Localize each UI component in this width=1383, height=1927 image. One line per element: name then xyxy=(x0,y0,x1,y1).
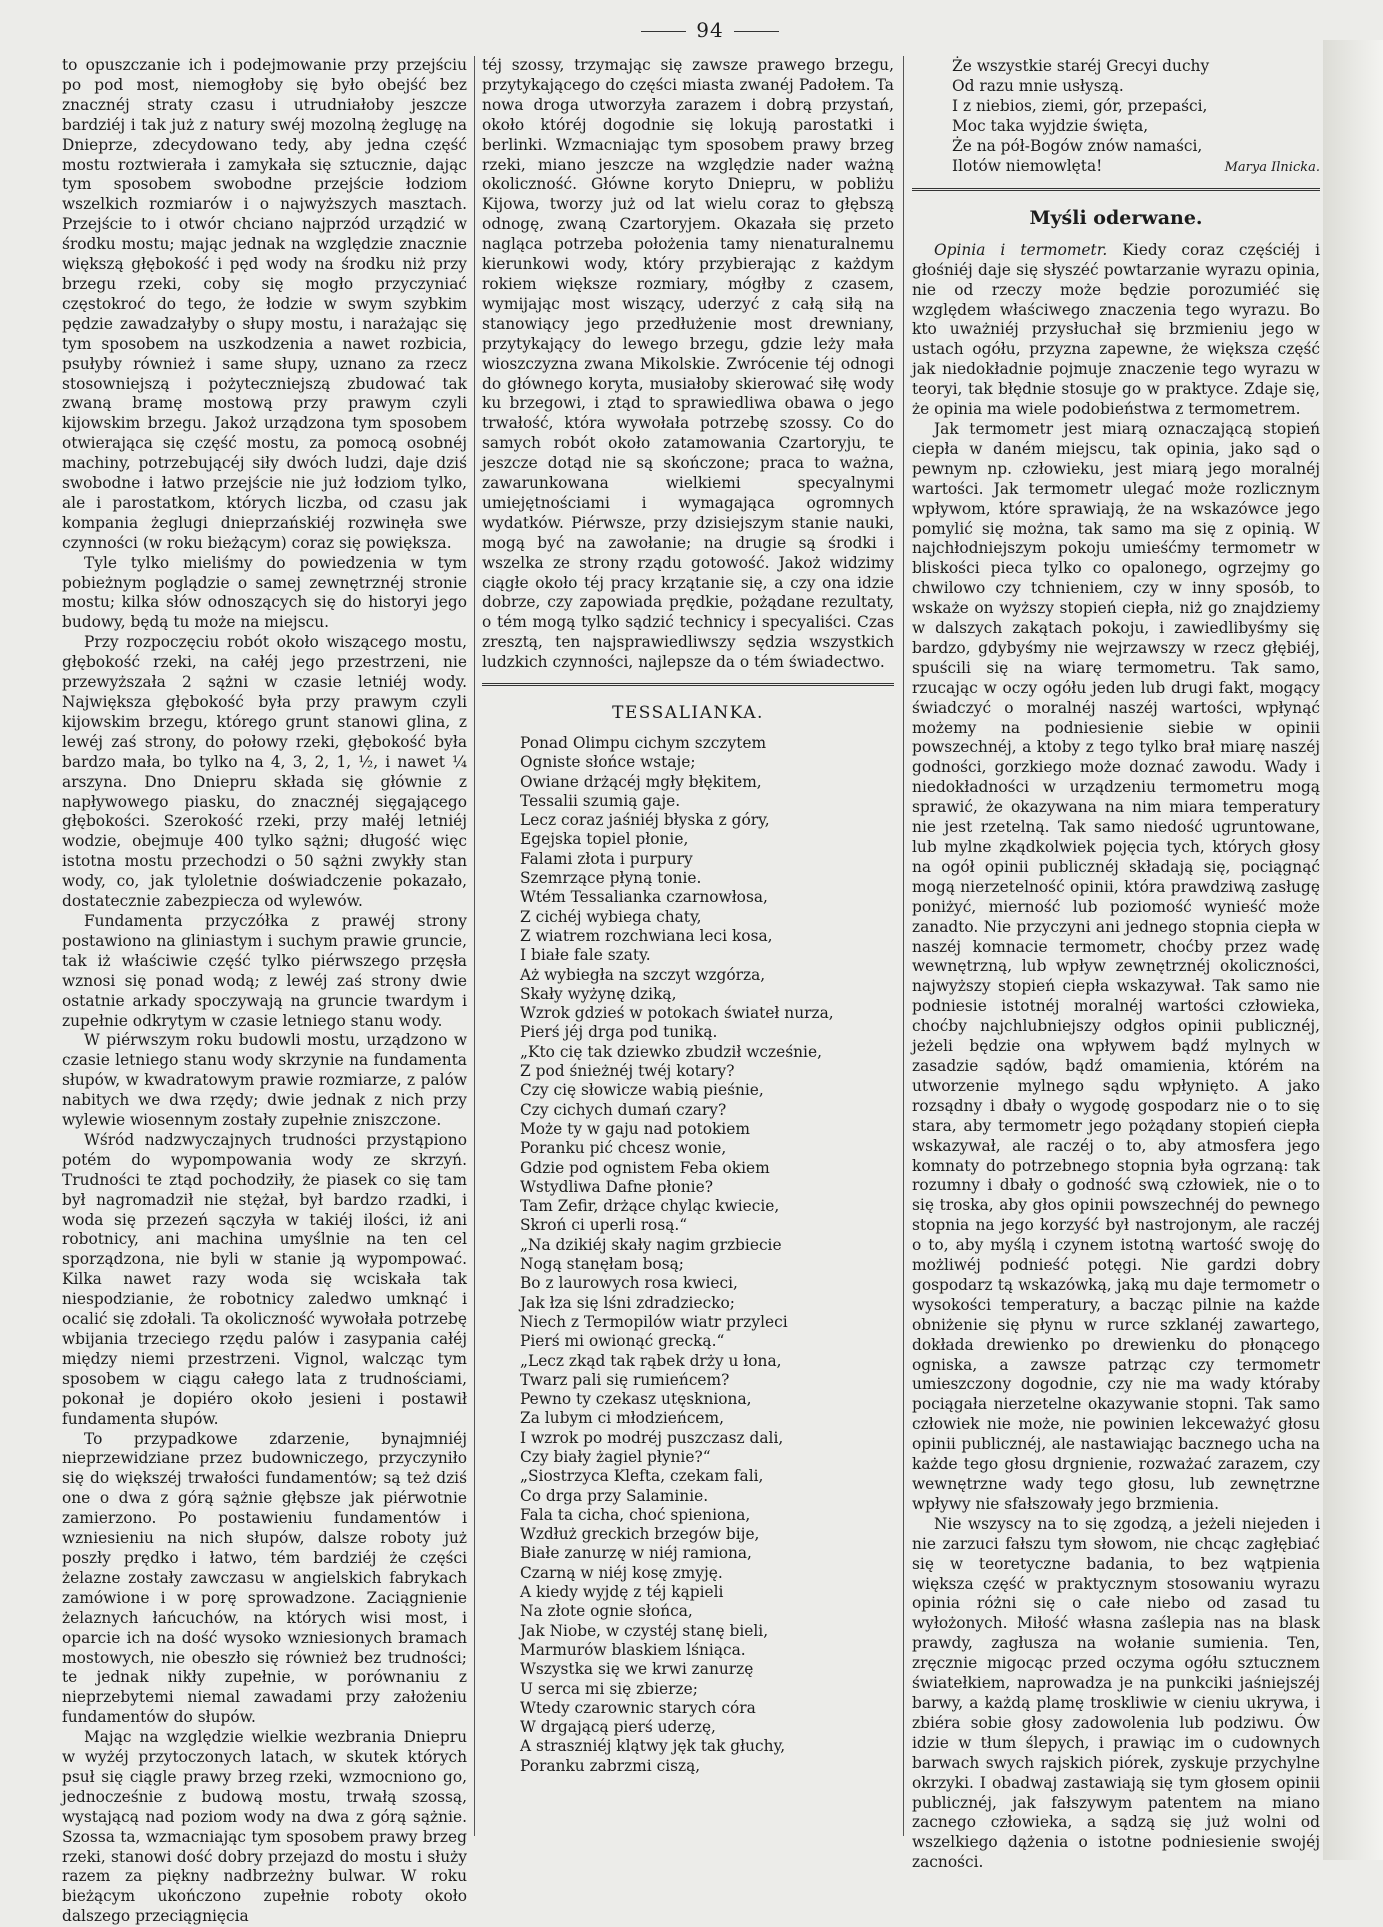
poem-signature: Marya Ilnicka. xyxy=(1224,160,1320,175)
poem-line: Moc taka wyjdzie święta, xyxy=(952,117,1149,135)
poem-line: Nogą stanęłam bosą; xyxy=(520,1255,684,1274)
paragraph: Fundamenta przyczółka z prawéj strony postawiono na gliniastym i suchym prawie gruncie, tak iż właściwie część tylko piérwszego przęsła wznosi się ponad wodą; z lewéj zaś strony dwie ostatnie arkady spoczywają na gruncie twardym i zupełnie odkrytym w czasie letniego stanu wody. xyxy=(62,911,467,1030)
column-divider xyxy=(474,56,475,1836)
poem-line: Aż wybiegła na szczyt wzgórza, xyxy=(520,965,766,984)
paragraph-lead: Opinia i termometr. xyxy=(934,240,1108,259)
poem-line: „Na dzikiéj skały nagim grzbiecie xyxy=(520,1235,782,1254)
poem-line: Marmurów blaskiem lśniąca. xyxy=(520,1640,746,1659)
poem-line: Wzdłuż greckich brzegów bije, xyxy=(520,1525,760,1544)
poem-line: Że wszystkie staréj Grecyi duchy xyxy=(952,57,1210,75)
poem-line: Fala ta cicha, choć spieniona, xyxy=(520,1505,751,1524)
column-divider xyxy=(903,56,904,1836)
poem-line: „Lecz zkąd tak rąbek drży u łona, xyxy=(520,1351,782,1370)
poem-line: Bo z laurowych rosa kwieci, xyxy=(520,1274,738,1293)
poem-line: Pierś jéj drga pod tuniką. xyxy=(520,1023,718,1042)
poem-line: Falami złota i purpury xyxy=(520,849,693,868)
poem-line: Jak łza się lśni zdradziecko; xyxy=(520,1293,735,1312)
paragraph: téj szossy, trzymając się zawsze prawego brzegu, przytykającego do części miasta zwanéj Padołem. Ta nowa droga utworzyła zarazem i dobrą przystań, około któréj dogodnie się lokują parostatki i berlinki. Wzmacniając tym sposobem prawy brzeg rzeki, miano jeszcze na względzie nader ważną okoliczność. Główne koryto Dniepru, w pobliżu Kijowa, tworzy już od lat wielu coraz to głębszą odnogę, zwaną Czartoryjem. Okazała się przeto nagląca potrzeba położenia tamy nienaturalnemu kierunkowi wody, który przybierając z każdym rokiem większe rozmiary, mógłby z czasem, wymijając most wiszący, uderzyć z całą siłą na stanowiący jego przedłużenie most drewniany, przytykający do lewego brzegu, gdzie leży mała wioszczyzna zwana Mikolskie. Zwrócenie téj odnogi do głównego koryta, musiałoby skierować siłę wody ku brzegowi, i ztąd to sprawiedliwa obawa o jego trwałość, która wywołała potrzebę szossy. Co do samych robót około zatamowania Czartoryju, te jeszcze dotąd nie są skończone; praca to ważna, zawarunkowana wielkiemi specyalnymi umiejętnościami i wymagająca ogromnych wydatków. Piérwsze, przy dzisiejszym stanie nauki, mogą być na zawołanie; na drugie są środki i wszelka ze strony rządu gotowość. Jakoż widzimy ciągłe około téj pracy krzątanie się, a czy ona idzie dobrze, czy zapowiada prędkie, pożądane rezultaty, o tém mogą tylko sądzić technicy i specyaliści. Czas zresztą, ten najsprawiedliwszy sędzia wszystkich ludzkich czynności, najlepsze da o tém świadectwo. xyxy=(482,56,894,672)
poem-line: W drgającą pierś uderzę, xyxy=(520,1718,716,1737)
poem-line: Czy biały żagiel płynie?“ xyxy=(520,1447,711,1466)
poem-line: I białe fale szaty. xyxy=(520,946,651,965)
column-right xyxy=(912,56,1320,1872)
adjacent-page-edge xyxy=(1323,40,1383,1860)
poem-line: Czy cichych dumań czary? xyxy=(520,1100,727,1119)
poem-line: Może ty w gaju nad potokiem xyxy=(520,1119,750,1138)
poem-line: Wzrok gdzieś w potokach świateł nurza, xyxy=(520,1004,834,1023)
poem-line: Lecz coraz jaśniéj błyska z góry, xyxy=(520,811,770,830)
section-rule xyxy=(912,188,1320,191)
poem-line: Białe zanurzę w niéj ramiona, xyxy=(520,1544,752,1563)
section-title: Myśli oderwane. xyxy=(1029,206,1203,229)
poem-line: Wszystka się we krwi zanurzę xyxy=(520,1660,754,1679)
poem-line: Tam Zefir, drżące chyląc kwiecie, xyxy=(520,1197,780,1216)
poem-line: Ponad Olimpu cichym szczytem xyxy=(520,734,767,752)
column-middle xyxy=(482,56,894,1816)
poem-line: Z wiatrem rozchwiana leci kosa, xyxy=(520,926,773,945)
poem-line: Poranku zabrzmi ciszą, xyxy=(520,1756,701,1775)
poem-line: Pierś mi owionąć grecką.“ xyxy=(520,1332,725,1351)
poem-line: Wtedy czarownic starych córa xyxy=(520,1698,756,1717)
paragraph-text: Kiedy coraz częściéj i głośniéj daje się słyszéć powtarzanie wyrazu opinia, nie od rzeczy może będzie porozumiéć się względem właściwego znaczenia tego wyrazu. Bo kto uważniéj przysłuchał się brzmieniu jego w ustach ogółu, przyzna zapewne, że większa część jak niedokładnie pojmuje znaczenie tego wyrazu w teoryi, tak błędnie stosuje go w praktyce. Zdaje się, że opinia ma wiele podobieństwa z termometrem. xyxy=(912,240,1320,419)
poem-line: A kiedy wyjdę z téj kąpieli xyxy=(520,1583,724,1602)
poem-line: Poranku pić chcesz wonie, xyxy=(520,1139,727,1158)
poem-line: Wstydliwa Dafne płonie? xyxy=(520,1177,713,1196)
paragraph: To przypadkowe zdarzenie, bynajmniéj nieprzewidziane przez budowniczego, przyczyniło się do większéj trwałości fundamentów; są też dziś one o dwa z górą sążnie głębsze jak piérwotnie zamierzono. Po postawieniu fundamentów i wzniesieniu na nich słupów, dalsze roboty już poszły prędko i łatwo, tém bardziéj że części żelazne zostały zawczasu w angielskich fabrykach zamówione i w porę sprowadzone. Zaciągnienie żelaznych łańcuchów, na których wisi most, i oparcie ich na dość wysoko wzniesionych bramach mostowych, nie obeszło się również bez trudności; te jednak nikły zupełnie, w porównaniu z nieprzebytemi niemal zawadami przy założeniu fundamentów do słupów. xyxy=(62,1429,467,1727)
poem-line: Czarną w niéj kosę zmyję. xyxy=(520,1563,723,1582)
paragraph: Mając na względzie wielkie wezbrania Dniepru w wyżéj przytoczonych latach, w skutek których psuł się ciągle prawy brzeg rzeki, wzmocniono go, jednocześnie z budową mostu, trwałą szossą, wystającą nad poziom wody na dwa z górą sążnie. Szossa ta, wzmacniając tym sposobem prawy brzeg rzeki, stanowi dość dobry przejazd do mostu i służy razem za piękny nadbrzeżny bulwar. W roku bieżącym ukończono zupełnie roboty około dalszego przeciągnięcia xyxy=(62,1728,467,1926)
paragraph: W piérwszym roku budowli mostu, urządzono w czasie letniego stanu wody skrzynie na fundamenta słupów, w kwadratowym prawie rozmiarze, z palów nabitych we dwa rzędy; dwie jednak z nich przy wylewie wiosennym zostały zupełnie zniszczone. xyxy=(62,1031,467,1130)
section-rule xyxy=(482,683,894,686)
paragraph xyxy=(912,241,1320,420)
paragraph: Przy rozpoczęciu robót około wiszącego mostu, głębokość rzeki, na całéj jego przestrzeni, nie przewyższała 2 sążni w czasie letniéj wody. Największa głębokość była przy prawym czyli kijowskim brzegu, którego grunt stanowi glina, z lewéj zaś strony, do połowy rzeki, głębokość była bardzo mała, bo tylko na 4, 3, 2, 1, ½, i nawet ¼ arszyna. Dno Dniepru składa się głównie z napływowego piasku, do znacznéj sięgającego głębokości. Szerokość rzeki, przy małéj letniéj wodzie, obejmuje 400 tylko sążni; długość więc istotna mostu przechodzi o 50 sążni zwykły stan wody, co, jak tyloletnie doświadczenie pokazało, dostatecznie zabezpiecza od wylewów. xyxy=(62,633,467,911)
poem-line: Tessalii szumią gaje. xyxy=(520,791,681,810)
paragraph: to opuszczanie ich i podejmowanie przy przejściu po pod most, niemogłoby się było obejść bez znacznéj straty czasu i utrudniałoby jeszcze bardziéj i tak już z natury swéj mozolną żeglugę na Dnieprze, zdecydowano tedy, aby jedna część mostu roztwierała i zamykała się sztucznie, dając tym sposobem swobodne przejście łodziom wszelkich rozmiarów i o najwyższych masztach. Przejście to i otwór chciano najprzód urządzić w środku mostu; mając jednak na względzie znacznie większą głębokość i pęd wody na środku niż przy brzegu rzeki, coby się mogło przyczyniać częstokroć do tego, że łodzie w swym szybkim pędzie zawadzałyby o słupy mostu, i narażając się tym sposobem na uszkodzenia a nawet rozbicia, psułyby również i same słupy, uznano za rzecz stosowniejszą i pożyteczniejszą zbudować tak zwaną bramę mostową przy prawym czyli kijowskim brzegu. Jakoż urządzona tym sposobem otwierająca się część mostu, za pomocą osobnéj machiny, potrzebującéj siły dwóch ludzi, daje dziś swobodne i łatwo przejście nie już łodziom tylko, ale i parostatkom, których liczba, od czasu jak kompania żeglugi dnieprzańskiéj rozwinęła swe czynności (w roku bieżącym) coraz się powiększa. xyxy=(62,56,467,552)
poem-line: Ogniste słońce wstaje; xyxy=(520,753,696,772)
poem-line: Twarz pali się rumieńcem? xyxy=(520,1370,730,1389)
poem-line: A straszniéj klątwy jęk tak głuchy, xyxy=(520,1737,786,1756)
poem-line: I wzrok po modréj puszczasz dali, xyxy=(520,1428,784,1447)
poem-line: Jak Niobe, w czystéj stanę bieli, xyxy=(520,1621,769,1640)
poem-line: Niech z Termopilów wiatr przyleci xyxy=(520,1312,788,1331)
column-left xyxy=(62,56,467,1926)
poem-line: Z pod śnieżnéj twéj kotary? xyxy=(520,1062,735,1081)
paragraph: Nie wszyscy na to się zgodzą, a jeżeli niejeden i nie zarzuci fałszu tym słowom, nie chcąc zagłębiać się w teoretyczne badania, to bez wątpienia większa część w praktycznym stosowaniu wyrazu opinia różni się o całe niebo od zasad tu wyłożonych. Miłość własna zaślepia nas na blask prawdy, zagłusza na wołanie sumienia. Ten, zręcznie migocąc przed oczyma ogółu sztucznem światełkiem, naprowadza je na punkciki jaśniejszéj barwy, a każdą plamę troskliwie w cieniu ukrywa, i zbiéra sobie głosy zadowolenia lub podziwu. Ów idzie w tłum ślepych, i prawiąc im o cudownych barwach swych rajskich piórek, zyskuje przychylne okrzyki. I obadwaj zastawiają się tym głosem opinii publicznéj, jak fałszywym patentem na miano zacnego człowieka, a sądzą się już wolni od wszelkiego dążenia o istotne podniesienie swojéj zacności. xyxy=(912,1514,1320,1872)
poem-line: Pewno ty czekasz utęskniona, xyxy=(520,1390,752,1409)
poem-line: Na złote ognie słońca, xyxy=(520,1602,693,1621)
paragraph: Tyle tylko mieliśmy do powiedzenia w tym pobieżnym poglądzie o samej zewnętrznéj stronie mostu; kilka słów odnoszących się do historyi jego budowy, będą tu może na miejscu. xyxy=(62,553,467,632)
paragraph: Jak termometr jest miarą oznaczającą stopień ciepła w daném miejscu, tak opinia, jako sąd o pewnym np. człowieku, jest miarą jego moralnéj wartości. Jak termometr ulegać może rozlicznym wpływom, które sprawiają, że na wskazówce jego pomylić się można, tak samo ma się z opinią. W najchłodniejszym pokoju umieśćmy termometr w bliskości pieca tylko co opalonego, ogrzejmy go chwilowo czy tchnieniem, czy w inny sposób, to wskaże on wyższy stopień ciepła, niż go znajdziemy w dalszych zakątach pokoju, i zawiedlibyśmy się bardzo, gdybyśmy nie wejrzawszy w rzecz głębiéj, spuścili się na wiarę termometru. Tak samo, rzucając w oczy ogółu jeden lub drugi fakt, mogący świadczyć o moralnéj naszéj wartości, wpłynąć możemy na podniesienie siebie w opinii powszechnéj, a ktoby z tego tylko brał miarę naszéj godności, gorzkiego może doznać zawodu. Wady i niedokładności w urządzeniu termometru mogą sprawić, że okazywana na nim miara temperatury nie jest rzetelną. Tak samo niedość ugruntowane, lub mylne zkądkolwiek pojęcia tych, których głosy na ogół opinii publicznéj składają się, pociągnąć mogą nierzetelność opinii, która prawdziwą zasługę poniżyć, mierność lub poziomość wynieść może zanadto. Nie przyczyni ani jednego stopnia ciepła w naszéj komnacie termometr, choćby przez wadę wewnętrzną, lub wpływ zewnętrznéj okoliczności, najwyższy stopień ciepła wskazywał. Tak samo nie podniesie istotnéj moralnéj wartości człowieka, choćby najchlubniejszy odgłos opinii publicznéj, jeżeli będzie ona wpływem bądź mylnych w zasadzie sądów, bądź omamienia, którém na utworzenie mylnego sądu wpłynięto. A jako rozsądny i dbały o wygodę gospodarz nie o to się stara, aby termometr jego pożądany stopień ciepła wskazywał, ale raczéj o to, aby atmosfera jego komnaty do potrzebnego stopnia była ogrzaną: tak rozumny i dbały o godność swą człowiek, nie o to się troska, aby głos opinii powszechnéj do pewnego stopnia na jego korzyść był nastrojonym, ale raczéj o to, aby myślą i czynem istotną wartość swoję do możliwéj podnieść potęgi. Nie gardzi dobry gospodarz tą wskazówką, jaką mu daje termometr o wysokości temperatury, a bacząc pilnie na każde obniżenie się płynu w rurce szklanéj zawartego, dokłada drewienko po drewienku do płonącego ogniska, a zawsze patrząc czy termometr umieszczony dogodnie, czy nie ma wady któraby pociągała nierzetelne okazywanie stopni. Tak samo człowiek nie może, nie powinien lekceważyć głosu opinii publicznéj, ale nastawiając bacznego ucha na każde tego głosu drgnienie, rozważać zarazem, czy wewnętrzne wady tego głosu, lub zewnętrzne wpływy nie sfałszowały jego brzmienia. xyxy=(912,419,1320,1513)
poem-line: Wtém Tessalianka czarnowłosa, xyxy=(520,888,768,907)
paragraph: Wśród nadzwyczajnych trudności przystąpiono potém do wypompowania wody ze skrzyń. Trudności te ztąd pochodziły, że piasek co się tam był nagromadził nie stężał, był bardzo rzadki, i woda się przezeń sączyła w takiéj ilości, iż ani robotnicy, ani machina umyślnie na ten cel sporządzona, nie byli w stanie ją wypompować. Kilka nawet razy woda się wciskała tak niespodzianie, że robotnicy zaledwo umknąć i ocalić się zdołali. Ta okoliczność wywołała potrzebę wbijania trzeciego rzędu palów i zasypania całéj między niemi przestrzeni. Vignol, walcząc tym sposobem w ciągu całego lata z trudnościami, pokonał je dopiéro około jesieni i postawił fundamenta słupów. xyxy=(62,1130,467,1428)
poem-title: TESSALIANKA. xyxy=(612,703,764,724)
poem-line: Czy cię słowicze wabią pieśnie, xyxy=(520,1081,764,1100)
poem-line: Co drga przy Salaminie. xyxy=(520,1486,709,1505)
page-number: 94 xyxy=(600,18,820,42)
poem-line: „Siostrzyca Klefta, czekam fali, xyxy=(520,1467,764,1486)
poem-line: Że na pół-Bogów znów namaści, xyxy=(952,137,1203,155)
poem-line: Egejska topiel płonie, xyxy=(520,830,689,849)
poem-line: I z niebios, ziemi, gór, przepaści, xyxy=(952,97,1208,115)
poem-line: Skały wyżynę dziką, xyxy=(520,984,677,1003)
poem-line: Owiane drżącéj mgły błękitem, xyxy=(520,772,762,791)
poem-line: Skroń ci uperli rosą.“ xyxy=(520,1216,688,1235)
poem-line: Szemrzące płyną tonie. xyxy=(520,869,702,888)
poem-line: „Kto cię tak dziewko zbudził wcześnie, xyxy=(520,1042,822,1061)
poem-line: Gdzie pod ognistem Feba okiem xyxy=(520,1158,770,1177)
poem-line: Za lubym ci młodzieńcem, xyxy=(520,1409,725,1428)
poem-line: U serca mi się zbierze; xyxy=(520,1679,698,1698)
poem xyxy=(520,734,894,1776)
poem-line: Z cichéj wybiega chaty, xyxy=(520,907,702,926)
poem-line: Od razu mnie usłyszą. xyxy=(952,77,1124,95)
poem-line: Ilotów niemowlęta! xyxy=(952,157,1103,175)
